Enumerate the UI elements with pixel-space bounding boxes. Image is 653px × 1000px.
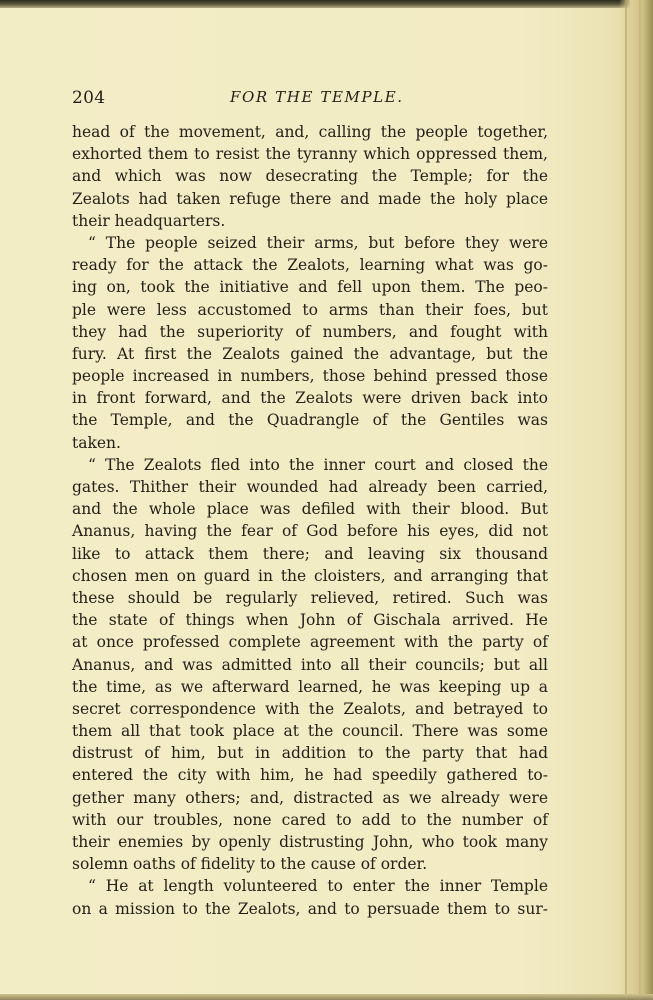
text-line: ing on, took the initiative and fell upon them. The peo- (72, 278, 548, 297)
text-line: with our troubles, none cared to add to the number of (72, 810, 548, 829)
text-line: their enemies by openly distrusting John, who took many (72, 833, 548, 851)
text-line: gates. Thither their wounded had already been carried, (72, 478, 548, 496)
text-line: distrust of him, but in addition to the party that had (72, 744, 548, 763)
text-line: and the whole place was defiled with their blood. But (72, 500, 548, 519)
text-line: they had the superiority of numbers, and fought with (72, 322, 548, 341)
text-line: their headquarters. (72, 211, 226, 230)
text-line: these should be regularly relieved, retired. Such was (72, 588, 548, 607)
page-top-edge (0, 0, 653, 8)
page-number: 204 (72, 88, 106, 108)
text-line: ready for the attack the Zealots, learning what was go- (72, 256, 548, 275)
text-line: “ The Zealots fled into the inner court and closed the (88, 455, 548, 474)
text-line: on a mission to the Zealots, and to persuade them to sur- (72, 899, 548, 918)
text-line: ple were less accustomed to arms than their foes, but (72, 300, 548, 319)
text-line: “ He at length volunteered to enter the inner Temple (88, 877, 548, 896)
body-text (72, 121, 548, 920)
text-line: gether many others; and, distracted as we already were (72, 788, 548, 807)
page-header (72, 88, 548, 112)
text-line: the Temple, and the Quadrangle of the Gentiles was (72, 411, 548, 430)
text-line: fury. At first the Zealots gained the advantage, but the (72, 344, 548, 363)
text-line: Zealots had taken refuge there and made the holy place (72, 189, 548, 208)
running-head: FOR THE TEMPLE. (230, 88, 404, 106)
text-line: at once professed complete agreement with the party of (72, 633, 548, 652)
text-line: like to attack them there; and leaving six thousand (72, 544, 548, 563)
text-line: taken. (72, 433, 121, 452)
text-line: Ananus, and was admitted into all their councils; but all (72, 655, 548, 674)
text-line: solemn oaths of fidelity to the cause of order. (72, 855, 428, 874)
text-line: the time, as we afterward learned, he was keeping up a (72, 677, 548, 696)
spine-fold-line (625, 0, 627, 1000)
text-line: secret correspondence with the Zealots, and betrayed to (72, 699, 548, 718)
text-line: in front forward, and the Zealots were driven back into (72, 389, 548, 408)
text-line: “ The people seized their arms, but before they were (88, 233, 548, 252)
text-line: exhorted them to resist the tyranny which oppressed them, (72, 145, 548, 164)
text-line: people increased in numbers, those behind pressed those (72, 367, 548, 386)
text-line: head of the movement, and, calling the people together, (72, 123, 548, 141)
page-bottom-edge (0, 994, 653, 1000)
text-line: them all that took place at the council. There was some (72, 722, 548, 741)
text-line: Ananus, having the fear of God before his eyes, did not (72, 522, 548, 541)
text-line: the state of things when John of Gischala arrived. He (72, 611, 548, 630)
text-line: and which was now desecrating the Temple; for the (72, 167, 548, 186)
spine-fold-line (639, 0, 641, 1000)
text-line: entered the city with him, he had speedily gathered to- (72, 766, 548, 785)
text-line: chosen men on guard in the cloisters, and arranging that (72, 566, 548, 585)
